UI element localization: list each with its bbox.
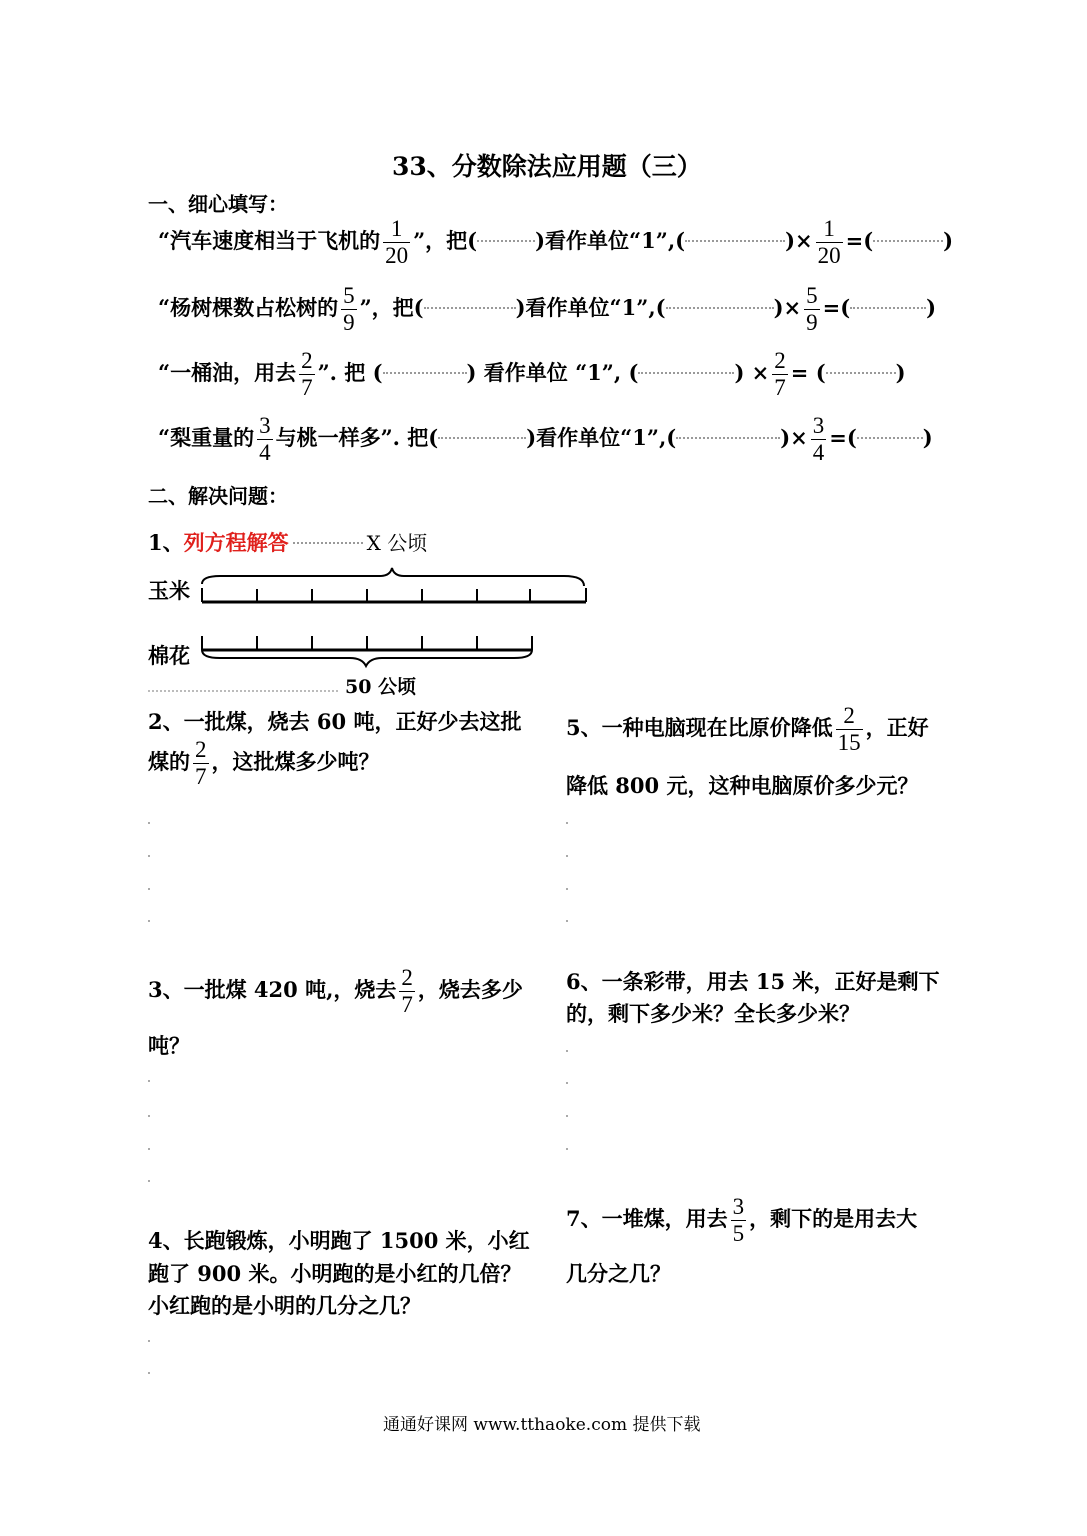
- question-7-line-1: 7、一堆煤，用去 $\frac{3}{5}$ ，剩下的是用去大: [566, 1194, 918, 1246]
- line-segment-diagram: [190, 560, 600, 680]
- row-label-corn: 玉米: [148, 578, 190, 603]
- question-3-line-2: 吨？: [148, 1033, 190, 1058]
- question-5-line-2: 降低 800 元，这种电脑原价多少元？: [566, 773, 919, 798]
- question-2-line-1: 2、一批煤，烧去 60 吨，正好少去这批: [148, 709, 522, 734]
- bottom-dots: [148, 690, 338, 692]
- page-title: 33、分数除法应用题（三）: [392, 152, 702, 181]
- question-6-line-2: 的，剩下多少米？全长多少米？: [566, 1001, 860, 1026]
- question-6-line-1: 6、一条彩带，用去 15 米，正好是剩下: [566, 969, 940, 994]
- fill-line-4: “梨重量的 $\frac{3}{4}$ 与桃一样多”. 把( )看作单位“1”,( )× $\frac{3}{4}$ =( ): [158, 413, 933, 465]
- question-1-header: 1、列方程解答 X 公顷: [148, 530, 428, 555]
- fill-line-2: “杨树棵数占松树的 $\frac{5}{9}$ ”，把( )看作单位“1”,( )× $\frac{5}{9}$ =( ): [158, 283, 937, 335]
- question-5-line-1: 5、一种电脑现在比原价降低 $\frac{2}{15}$ ，正好: [566, 703, 929, 755]
- question-7-line-2: 几分之几？: [566, 1261, 671, 1286]
- footer-text: 通通好课网 www.tthaoke.com 提供下载: [383, 1415, 701, 1435]
- question-4-line-3: 小红跑的是小明的几分之几？: [148, 1293, 421, 1318]
- row-label-cotton: 棉花: [148, 643, 190, 668]
- section-1-heading: 一、细心填写：: [148, 192, 288, 216]
- question-4-line-1: 4、长跑锻炼，小明跑了 1500 米，小红: [148, 1228, 530, 1253]
- question-2-line-2: 煤的 $\frac{2}{7}$ ，这批煤多少吨？: [148, 737, 380, 789]
- fill-line-1: “汽车速度相当于飞机的 $\frac{1}{20}$ ”，把( )看作单位“1”,( )× $\frac{1}{20}$ =( ): [158, 216, 954, 268]
- question-4-line-2: 跑了 900 米。小明跑的是小红的几倍？: [148, 1261, 522, 1286]
- question-3-line-1: 3、一批煤 420 吨,，烧去 $\frac{2}{7}$ ，烧去多少: [148, 965, 523, 1017]
- section-2-heading: 二、解决问题：: [148, 484, 288, 508]
- fraction: $\frac{1}{20}$: [385, 216, 409, 268]
- cotton-total-label: 50 公顷: [345, 676, 417, 698]
- fill-line-3: “一桶油，用去 $\frac{2}{7}$ ”. 把 ( ) 看作单位 “1”, ( ) × $\frac{2}{7}$ = ( ): [158, 348, 906, 400]
